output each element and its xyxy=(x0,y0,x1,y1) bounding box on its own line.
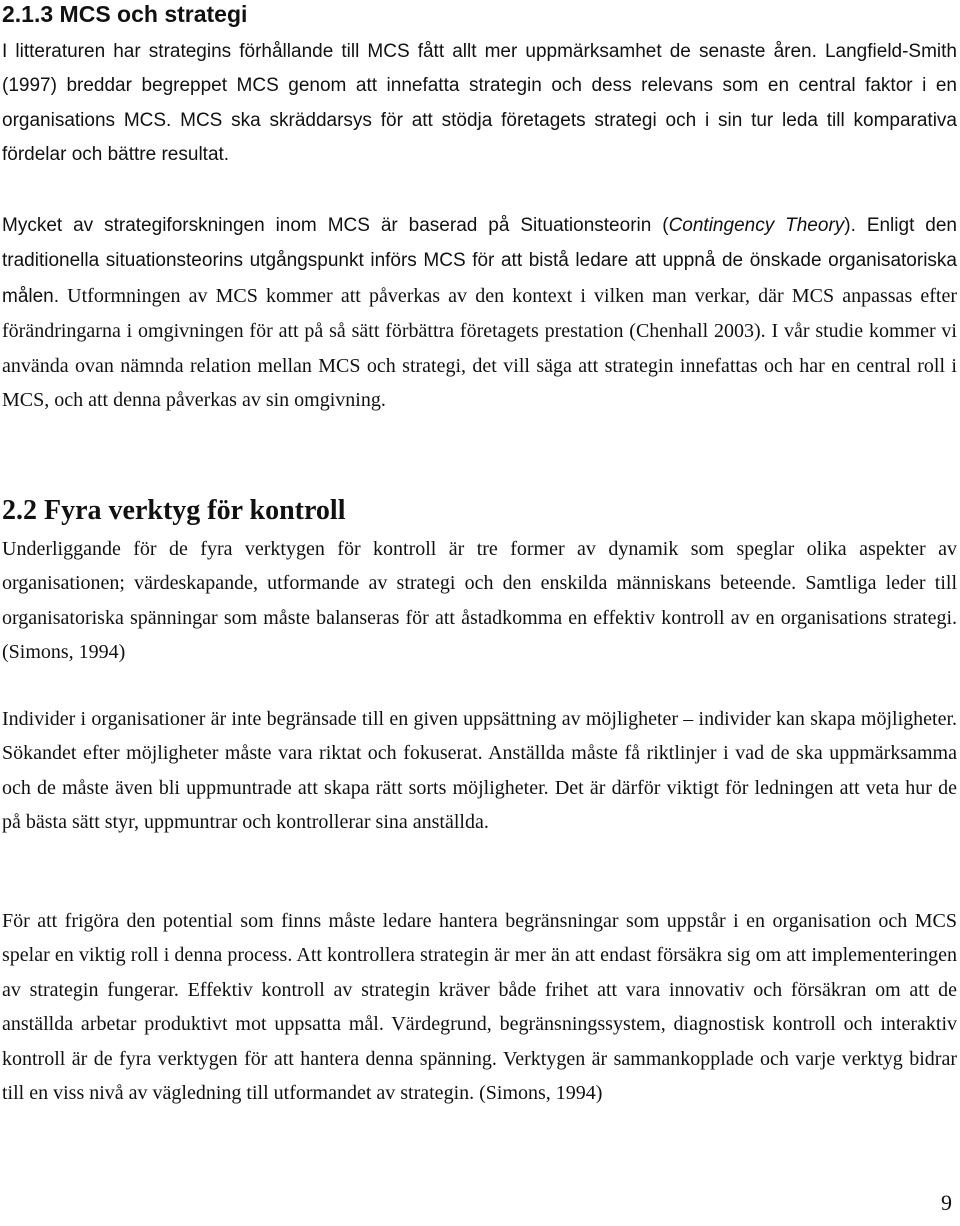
paragraph-strategiforskning-rest: ). Enligt den traditionella situationsteorins utgångspunkt införs MCS för att bistå ledare att uppnå de önskade organisatoriska målen. xyxy=(2,215,957,307)
page-number: 9 xyxy=(941,1190,952,1215)
paragraph-potential: För att frigöra den potential som finns måste ledare hantera begränsningar som uppstår i en organisation och MCS spelar en viktig roll i denna process. Att kontrollera strategin är mer än att endast försäkra sig om att implementeringen av strategin fungerar. Effektiv kontroll av strategin kräver både frihet att vara innovativ och försäkran om att de anställda arbetar produktivt mot uppsatta mål. Värdegrund, begränsningssystem, diagnostisk kontroll och interaktiv kontroll är de fyra verktygen för att hantera denna spänning. Verktygen är sammankopplade och varje verktyg bidrar till en viss nivå av vägledning till utformandet av strategin. (Simons, 1994) xyxy=(2,910,957,1105)
paragraph-strategiforskning xyxy=(2,208,957,417)
paragraph-strategiforskning-lead: Mycket av strategiforskningen inom MCS är baserad på Situationsteorin ( xyxy=(2,215,669,236)
section-heading-mcs-och-strategi: 2.1.3 MCS och strategi xyxy=(2,1,248,27)
contingency-theory-term: Contingency Theory xyxy=(668,215,845,236)
paragraph-strategiforskning-serif: Utformningen av MCS kommer att påverkas av den kontext i vilken man verkar, där MCS anpassas efter förändringarna i omgivningen för att på så sätt förbättra företagets prestation (Chenhall 2003). I vår studie kommer vi använda ovan nämnda relation mellan MCS och strategi, det vill säga att strategin innefattas och har en central roll i MCS, och att denna påverkas av sin omgivning. xyxy=(2,284,957,412)
paragraph-litteratur: I litteraturen har strategins förhållande till MCS fått allt mer uppmärksamhet de senaste åren. Langfield-Smith (1997) breddar begreppet MCS genom att innefatta strategin och dess relevans som en central faktor i en organisations MCS. MCS ska skräddarsys för att stödja företagets strategi och i sin tur leda till komparativa fördelar och bättre resultat. xyxy=(2,41,957,166)
paragraph-individer: Individer i organisationer är inte begränsade till en given uppsättning av möjligheter – individer kan skapa möjligheter. Sökandet efter möjligheter måste vara riktat och fokuserat. Anställda måste få riktlinjer i vad de ska uppmärksamma och de måste även bli uppmuntrade att skapa rätt sorts möjligheter. Det är därför viktigt för ledningen att veta hur de på bästa sätt styr, uppmuntrar och kontrollerar sina anställda. xyxy=(2,708,957,834)
paragraph-underliggande: Underliggande för de fyra verktygen för kontroll är tre former av dynamik som speglar olika aspekter av organisationen; värdeskapande, utformande av strategi och den enskilda människans beteende. Samtliga leder till organisatoriska spänningar som måste balanseras för att åstadkomma en effektiv kontroll av en organisations strategi. (Simons, 1994) xyxy=(2,538,957,664)
section-heading-fyra-verktyg: 2.2 Fyra verktyg för kontroll xyxy=(2,495,346,526)
